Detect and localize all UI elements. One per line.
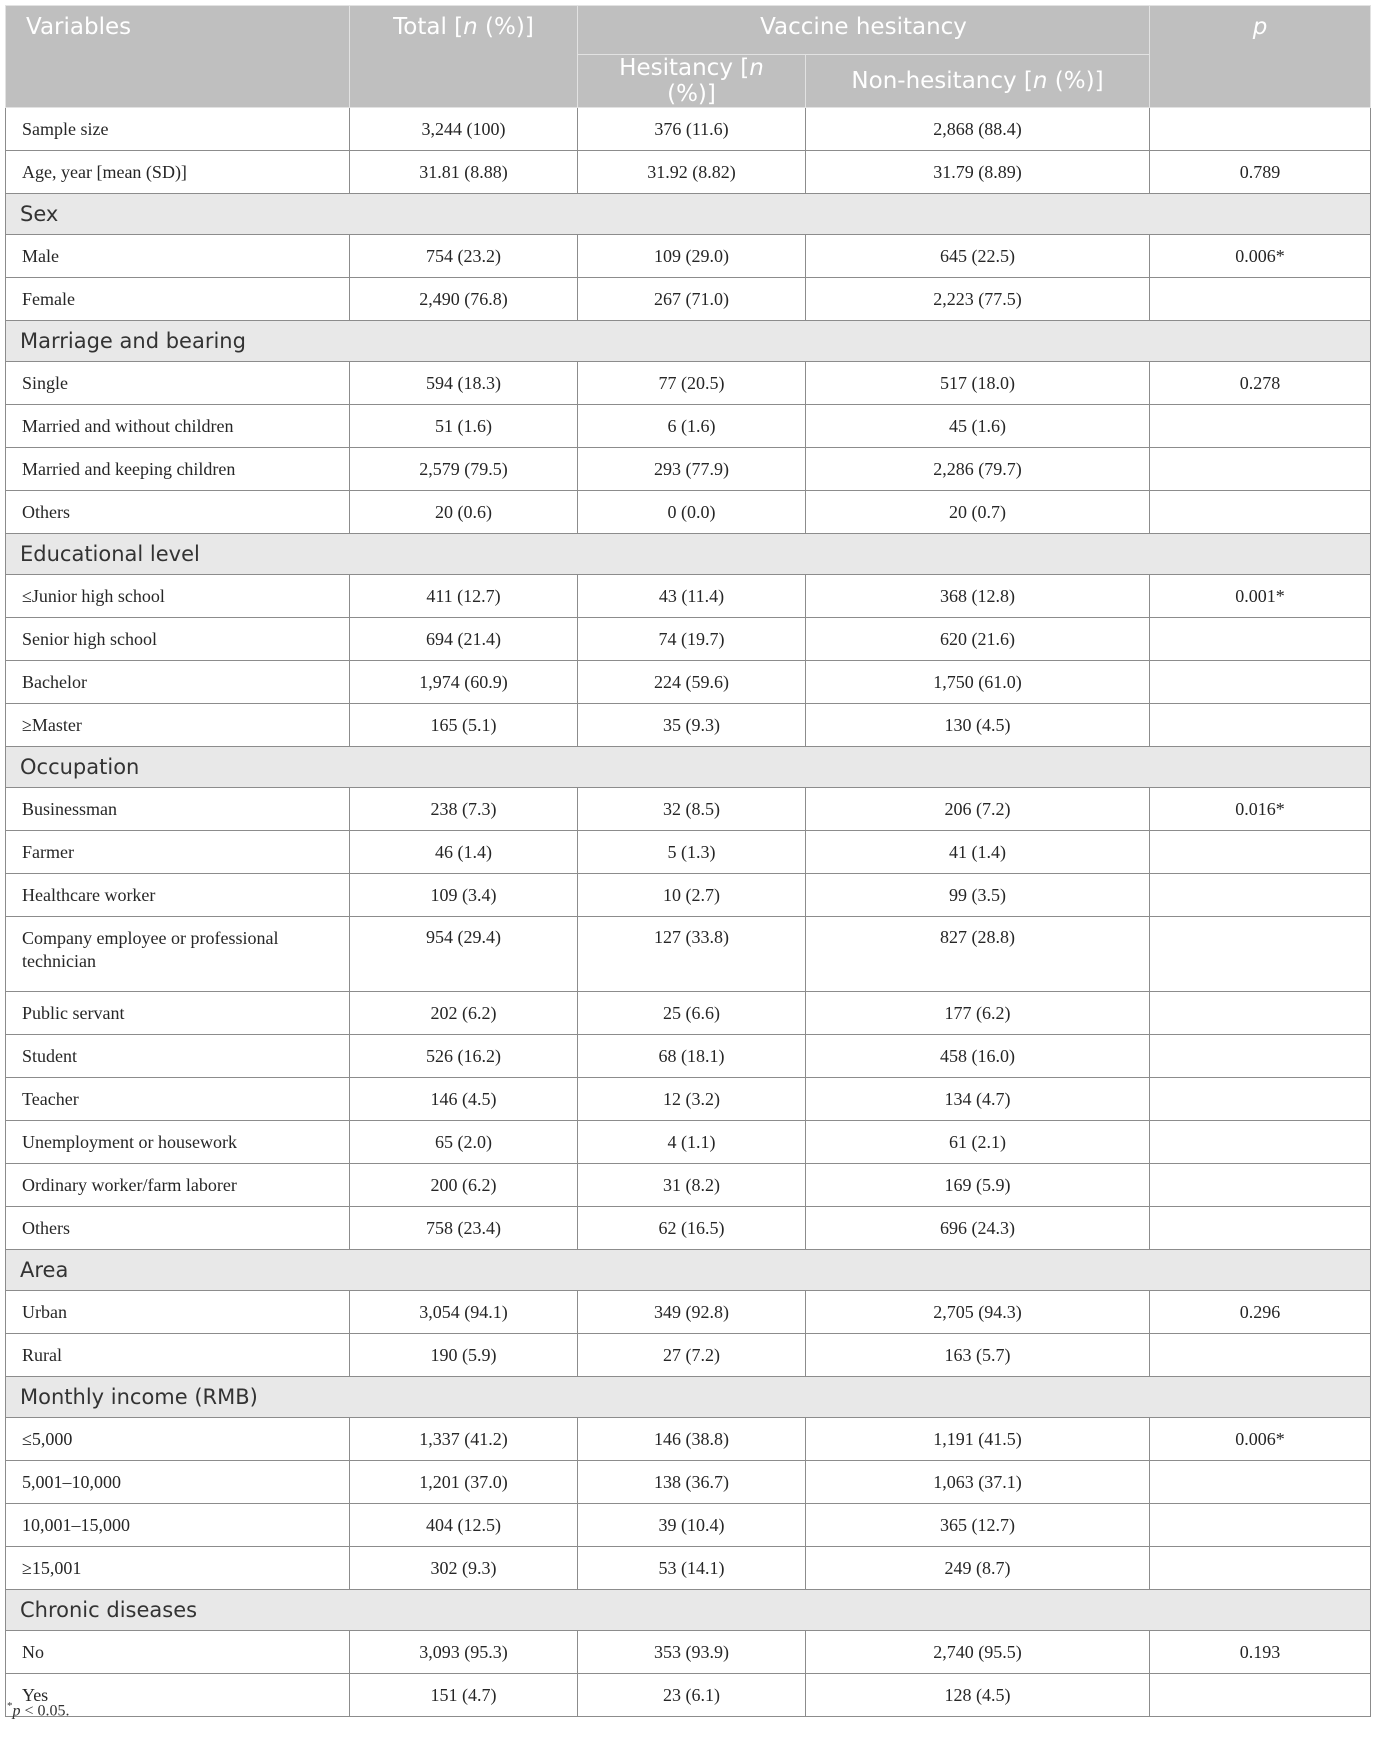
section-row (6, 534, 1371, 575)
cell-hesitancy: 31.92 (8.82) (578, 151, 806, 194)
table-row (6, 704, 1371, 747)
table-row (6, 788, 1371, 831)
cell-label: ≤5,000 (6, 1418, 350, 1461)
cell-non-hesitancy: 696 (24.3) (806, 1207, 1150, 1250)
section-heading: Chronic diseases (6, 1590, 1371, 1631)
cell-non-hesitancy: 163 (5.7) (806, 1334, 1150, 1377)
cell-label: ≥15,001 (6, 1547, 350, 1590)
table-row (6, 491, 1371, 534)
cell-label: Teacher (6, 1078, 350, 1121)
cell-non-hesitancy: 2,286 (79.7) (806, 448, 1150, 491)
section-heading: Sex (6, 194, 1371, 235)
cell-total: 202 (6.2) (350, 992, 578, 1035)
cell-p-value (1150, 448, 1371, 491)
cell-hesitancy: 77 (20.5) (578, 362, 806, 405)
cell-total: 694 (21.4) (350, 618, 578, 661)
cell-hesitancy: 4 (1.1) (578, 1121, 806, 1164)
cell-p-value (1150, 108, 1371, 151)
cell-p-value (1150, 491, 1371, 534)
cell-hesitancy: 6 (1.6) (578, 405, 806, 448)
cell-total: 404 (12.5) (350, 1504, 578, 1547)
cell-non-hesitancy: 130 (4.5) (806, 704, 1150, 747)
cell-hesitancy: 53 (14.1) (578, 1547, 806, 1590)
cell-p-value (1150, 1121, 1371, 1164)
table-row (6, 618, 1371, 661)
table-row (6, 1631, 1371, 1674)
cell-hesitancy: 5 (1.3) (578, 831, 806, 874)
table-row (6, 108, 1371, 151)
cell-p-value (1150, 618, 1371, 661)
cell-p-value: 0.789 (1150, 151, 1371, 194)
cell-p-value (1150, 1207, 1371, 1250)
cell-label: 10,001–15,000 (6, 1504, 350, 1547)
table-row (6, 1504, 1371, 1547)
cell-hesitancy: 293 (77.9) (578, 448, 806, 491)
data-table (5, 5, 1371, 1717)
table-row (6, 1461, 1371, 1504)
table-row (6, 1291, 1371, 1334)
cell-hesitancy: 27 (7.2) (578, 1334, 806, 1377)
cell-label: Bachelor (6, 661, 350, 704)
cell-label: Student (6, 1035, 350, 1078)
cell-label: Sample size (6, 108, 350, 151)
section-row (6, 1377, 1371, 1418)
cell-non-hesitancy: 645 (22.5) (806, 235, 1150, 278)
table-row (6, 661, 1371, 704)
table-row (6, 448, 1371, 491)
cell-label: Healthcare worker (6, 874, 350, 917)
cell-p-value (1150, 1164, 1371, 1207)
table-row (6, 1674, 1371, 1717)
cell-total: 65 (2.0) (350, 1121, 578, 1164)
table-row (6, 1164, 1371, 1207)
table-row (6, 1121, 1371, 1164)
cell-non-hesitancy: 128 (4.5) (806, 1674, 1150, 1717)
header-vaccine-hesitancy: Vaccine hesitancy (578, 6, 1150, 55)
cell-total: 411 (12.7) (350, 575, 578, 618)
cell-label: Ordinary worker/farm laborer (6, 1164, 350, 1207)
cell-total: 51 (1.6) (350, 405, 578, 448)
cell-p-value (1150, 704, 1371, 747)
cell-hesitancy: 109 (29.0) (578, 235, 806, 278)
cell-p-value (1150, 405, 1371, 448)
cell-total: 3,054 (94.1) (350, 1291, 578, 1334)
cell-total: 1,974 (60.9) (350, 661, 578, 704)
cell-non-hesitancy: 45 (1.6) (806, 405, 1150, 448)
cell-label: ≥Master (6, 704, 350, 747)
cell-p-value (1150, 1461, 1371, 1504)
cell-p-value (1150, 661, 1371, 704)
table-row (6, 235, 1371, 278)
cell-hesitancy: 39 (10.4) (578, 1504, 806, 1547)
cell-total: 146 (4.5) (350, 1078, 578, 1121)
cell-total: 3,244 (100) (350, 108, 578, 151)
table-row (6, 362, 1371, 405)
cell-non-hesitancy: 517 (18.0) (806, 362, 1150, 405)
header-total: Total [n (%)] (350, 6, 578, 108)
cell-non-hesitancy: 134 (4.7) (806, 1078, 1150, 1121)
cell-total: 46 (1.4) (350, 831, 578, 874)
cell-non-hesitancy: 1,063 (37.1) (806, 1461, 1150, 1504)
table-row (6, 1035, 1371, 1078)
cell-p-value (1150, 1078, 1371, 1121)
cell-p-value: 0.296 (1150, 1291, 1371, 1334)
cell-non-hesitancy: 41 (1.4) (806, 831, 1150, 874)
header-p: p (1150, 6, 1371, 108)
cell-p-value: 0.001* (1150, 575, 1371, 618)
cell-hesitancy: 68 (18.1) (578, 1035, 806, 1078)
table-header (6, 6, 1371, 108)
cell-non-hesitancy: 177 (6.2) (806, 992, 1150, 1035)
cell-total: 1,201 (37.0) (350, 1461, 578, 1504)
cell-total: 3,093 (95.3) (350, 1631, 578, 1674)
header-non-hesitancy: Non-hesitancy [n (%)] (806, 55, 1150, 108)
table-container (5, 5, 1370, 1717)
cell-hesitancy: 224 (59.6) (578, 661, 806, 704)
cell-label: Businessman (6, 788, 350, 831)
cell-hesitancy: 0 (0.0) (578, 491, 806, 534)
cell-p-value (1150, 917, 1371, 992)
cell-hesitancy: 25 (6.6) (578, 992, 806, 1035)
cell-p-value (1150, 992, 1371, 1035)
cell-total: 1,337 (41.2) (350, 1418, 578, 1461)
cell-total: 758 (23.4) (350, 1207, 578, 1250)
section-heading: Monthly income (RMB) (6, 1377, 1371, 1418)
cell-p-value: 0.006* (1150, 1418, 1371, 1461)
section-heading: Area (6, 1250, 1371, 1291)
section-row (6, 194, 1371, 235)
cell-hesitancy: 62 (16.5) (578, 1207, 806, 1250)
cell-non-hesitancy: 249 (8.7) (806, 1547, 1150, 1590)
cell-p-value: 0.016* (1150, 788, 1371, 831)
cell-non-hesitancy: 2,705 (94.3) (806, 1291, 1150, 1334)
cell-non-hesitancy: 20 (0.7) (806, 491, 1150, 534)
cell-non-hesitancy: 2,740 (95.5) (806, 1631, 1150, 1674)
table-row (6, 278, 1371, 321)
cell-p-value (1150, 874, 1371, 917)
cell-hesitancy: 10 (2.7) (578, 874, 806, 917)
cell-label: Public servant (6, 992, 350, 1035)
section-row (6, 321, 1371, 362)
cell-hesitancy: 127 (33.8) (578, 917, 806, 992)
cell-label: No (6, 1631, 350, 1674)
section-heading: Educational level (6, 534, 1371, 575)
cell-hesitancy: 349 (92.8) (578, 1291, 806, 1334)
cell-non-hesitancy: 827 (28.8) (806, 917, 1150, 992)
cell-label: Others (6, 1207, 350, 1250)
cell-non-hesitancy: 169 (5.9) (806, 1164, 1150, 1207)
cell-label: Female (6, 278, 350, 321)
cell-non-hesitancy: 365 (12.7) (806, 1504, 1150, 1547)
cell-hesitancy: 32 (8.5) (578, 788, 806, 831)
cell-label: Rural (6, 1334, 350, 1377)
cell-non-hesitancy: 2,868 (88.4) (806, 108, 1150, 151)
cell-total: 31.81 (8.88) (350, 151, 578, 194)
table-row (6, 1547, 1371, 1590)
table-row (6, 575, 1371, 618)
cell-label: Senior high school (6, 618, 350, 661)
cell-non-hesitancy: 458 (16.0) (806, 1035, 1150, 1078)
cell-label: Male (6, 235, 350, 278)
cell-non-hesitancy: 1,750 (61.0) (806, 661, 1150, 704)
cell-total: 2,579 (79.5) (350, 448, 578, 491)
cell-p-value: 0.193 (1150, 1631, 1371, 1674)
table-row (6, 151, 1371, 194)
cell-p-value (1150, 1504, 1371, 1547)
cell-label: Farmer (6, 831, 350, 874)
footnote: *p < 0.05. (7, 1700, 70, 1720)
cell-total: 954 (29.4) (350, 917, 578, 992)
cell-p-value (1150, 1035, 1371, 1078)
section-row (6, 747, 1371, 788)
cell-label: Unemployment or housework (6, 1121, 350, 1164)
cell-total: 302 (9.3) (350, 1547, 578, 1590)
cell-non-hesitancy: 368 (12.8) (806, 575, 1150, 618)
section-row (6, 1250, 1371, 1291)
cell-hesitancy: 23 (6.1) (578, 1674, 806, 1717)
cell-p-value (1150, 1547, 1371, 1590)
cell-total: 594 (18.3) (350, 362, 578, 405)
cell-p-value: 0.278 (1150, 362, 1371, 405)
header-variables: Variables (6, 6, 350, 108)
cell-hesitancy: 43 (11.4) (578, 575, 806, 618)
cell-p-value (1150, 278, 1371, 321)
cell-total: 190 (5.9) (350, 1334, 578, 1377)
cell-hesitancy: 353 (93.9) (578, 1631, 806, 1674)
cell-hesitancy: 146 (38.8) (578, 1418, 806, 1461)
section-heading: Marriage and bearing (6, 321, 1371, 362)
header-hesitancy: Hesitancy [n (%)] (578, 55, 806, 108)
cell-non-hesitancy: 61 (2.1) (806, 1121, 1150, 1164)
cell-non-hesitancy: 620 (21.6) (806, 618, 1150, 661)
section-row (6, 1590, 1371, 1631)
table-row (6, 1334, 1371, 1377)
cell-p-value (1150, 1334, 1371, 1377)
cell-non-hesitancy: 31.79 (8.89) (806, 151, 1150, 194)
cell-p-value (1150, 1674, 1371, 1717)
cell-non-hesitancy: 206 (7.2) (806, 788, 1150, 831)
cell-p-value: 0.006* (1150, 235, 1371, 278)
table-body (6, 108, 1371, 1717)
cell-label: 5,001–10,000 (6, 1461, 350, 1504)
table-row (6, 1078, 1371, 1121)
table-row (6, 874, 1371, 917)
cell-label: Age, year [mean (SD)] (6, 151, 350, 194)
cell-total: 151 (4.7) (350, 1674, 578, 1717)
cell-label: Married and keeping children (6, 448, 350, 491)
cell-label: Yes (6, 1674, 350, 1717)
cell-label: Urban (6, 1291, 350, 1334)
table-row (6, 831, 1371, 874)
cell-label: ≤Junior high school (6, 575, 350, 618)
cell-total: 109 (3.4) (350, 874, 578, 917)
section-heading: Occupation (6, 747, 1371, 788)
cell-label: Others (6, 491, 350, 534)
cell-total: 165 (5.1) (350, 704, 578, 747)
cell-total: 2,490 (76.8) (350, 278, 578, 321)
cell-hesitancy: 35 (9.3) (578, 704, 806, 747)
table-row (6, 405, 1371, 448)
cell-hesitancy: 138 (36.7) (578, 1461, 806, 1504)
cell-label: Single (6, 362, 350, 405)
cell-total: 20 (0.6) (350, 491, 578, 534)
cell-non-hesitancy: 1,191 (41.5) (806, 1418, 1150, 1461)
cell-non-hesitancy: 2,223 (77.5) (806, 278, 1150, 321)
cell-label: Married and without children (6, 405, 350, 448)
cell-total: 200 (6.2) (350, 1164, 578, 1207)
table-row (6, 1207, 1371, 1250)
table-row (6, 917, 1371, 992)
cell-non-hesitancy: 99 (3.5) (806, 874, 1150, 917)
cell-hesitancy: 74 (19.7) (578, 618, 806, 661)
cell-total: 238 (7.3) (350, 788, 578, 831)
cell-hesitancy: 31 (8.2) (578, 1164, 806, 1207)
table-row (6, 992, 1371, 1035)
cell-hesitancy: 376 (11.6) (578, 108, 806, 151)
cell-total: 526 (16.2) (350, 1035, 578, 1078)
cell-p-value (1150, 831, 1371, 874)
cell-label: Company employee or professional technician (6, 917, 350, 992)
cell-total: 754 (23.2) (350, 235, 578, 278)
cell-hesitancy: 267 (71.0) (578, 278, 806, 321)
cell-hesitancy: 12 (3.2) (578, 1078, 806, 1121)
table-row (6, 1418, 1371, 1461)
